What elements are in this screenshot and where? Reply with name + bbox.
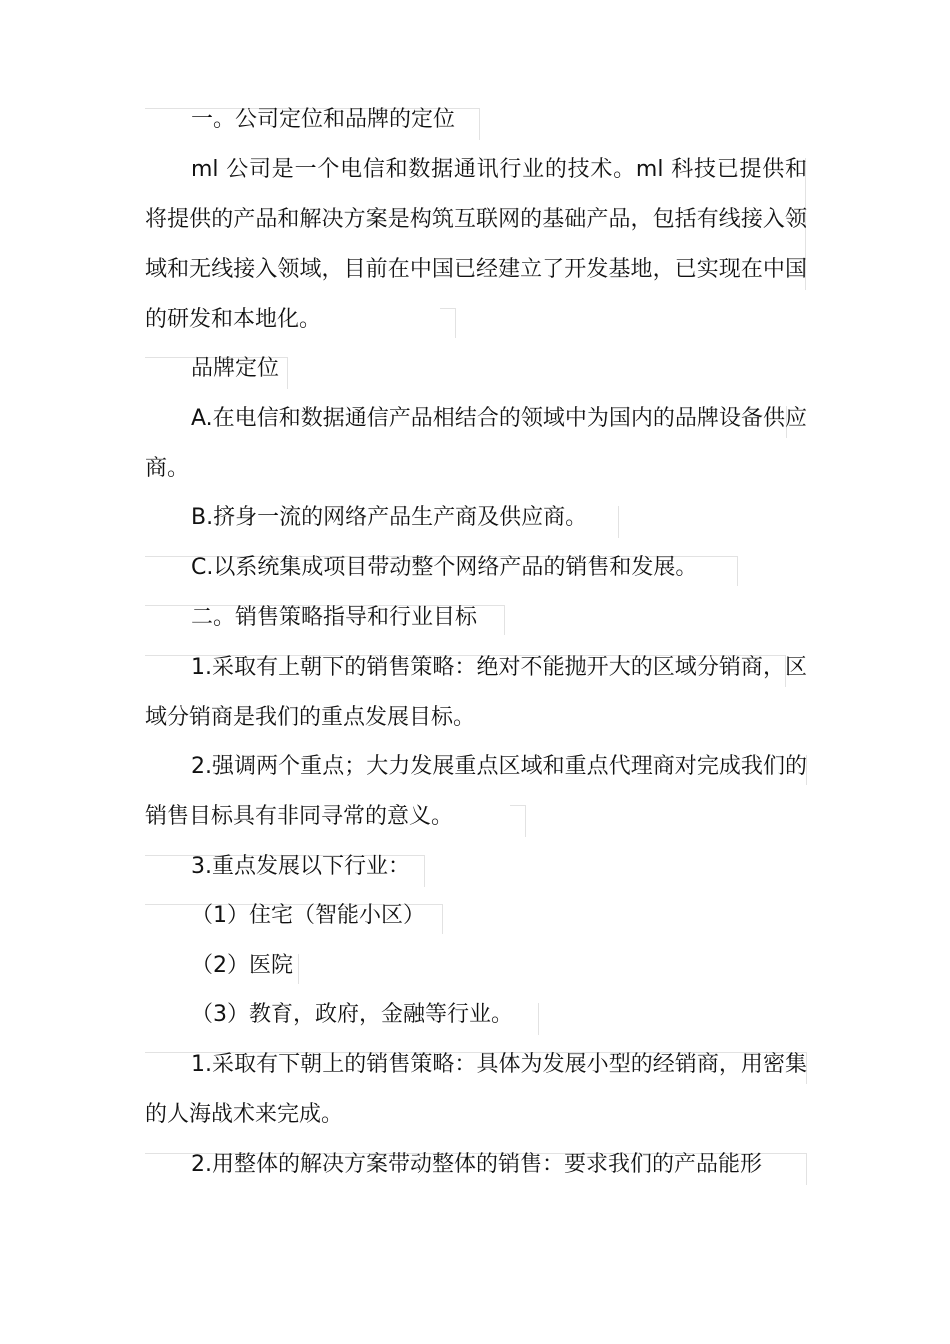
sub-item-3: （3）教育，政府，金融等行业。 — [191, 1002, 513, 1027]
sub-item-1: （1）住宅（智能小区） — [191, 903, 425, 928]
list-item-2-two-focus: 2.强调两个重点；大力发展重点区域和重点代理商对完成我们的销售目标具有非同寻常的意义。 — [145, 754, 807, 829]
list-item-2-solutions: 2.用整体的解决方案带动整体的销售：要求我们的产品能形 — [191, 1152, 762, 1177]
list-item-b: B.挤身一流的网络产品生产商及供应商。 — [191, 505, 588, 530]
list-item-1-bottom-up: 1.采取有下朝上的销售策略：具体为发展小型的经销商，用密集的人海战术来完成。 — [145, 1052, 807, 1127]
paragraph-company-intro: ml 公司是一个电信和数据通讯行业的技术。ml 科技已提供和将提供的产品和解决方案是构筑互联网的基础产品，包括有线接入领域和无线接入领域，目前在中国已经建立了开发基地，已实现在中国的研发和本地化。 — [145, 157, 807, 332]
sub-item-2: （2）医院 — [191, 953, 293, 978]
section-heading-2: 二。销售策略指导和行业目标 — [191, 605, 478, 630]
subheading-brand-positioning: 品牌定位 — [191, 356, 280, 381]
list-item-c: C.以系统集成项目带动整个网络产品的销售和发展。 — [191, 555, 698, 580]
list-item-3-industries: 3.重点发展以下行业： — [191, 854, 410, 879]
section-heading-1: 一。公司定位和品牌的定位 — [191, 107, 456, 132]
list-item-1-top-down: 1.采取有上朝下的销售策略：绝对不能抛开大的区域分销商，区域分销商是我们的重点发展目标。 — [145, 655, 807, 730]
list-item-a: A.在电信和数据通信产品相结合的领域中为国内的品牌设备供应商。 — [145, 406, 807, 481]
